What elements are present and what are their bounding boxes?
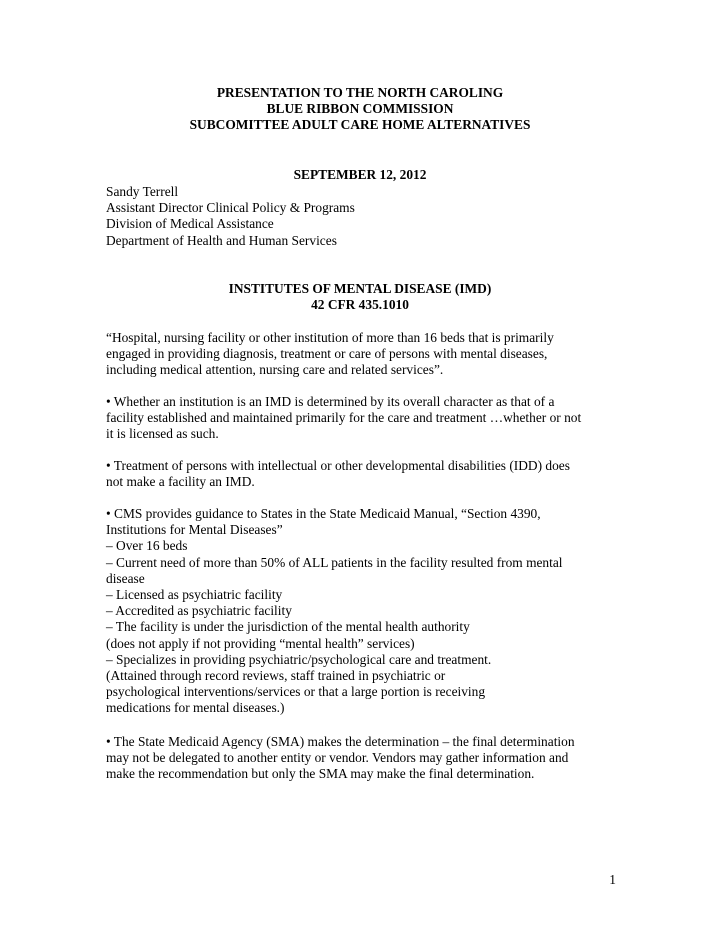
paragraph-line: • The State Medicaid Agency (SMA) makes the determination – the final determination (106, 734, 575, 749)
criteria-line: – Licensed as psychiatric facility (106, 587, 283, 603)
bullet-overall-character (106, 394, 621, 443)
paragraph-line: “Hospital, nursing facility or other institution of more than 16 beds that is primarily (106, 330, 554, 345)
criteria-line: – Over 16 beds (106, 538, 188, 554)
criteria-line: disease (106, 570, 145, 586)
bullet-sma-determination (106, 734, 621, 783)
criteria-line: psychological interventions/services or that a large portion is receiving (106, 684, 486, 700)
criteria-line: (does not apply if not providing “mental health” services) (106, 635, 415, 651)
title-line: BLUE RIBBON COMMISSION (266, 101, 454, 117)
presenter-division: Division of Medical Assistance (106, 216, 274, 232)
criteria-line: (Attained through record reviews, staff trained in psychiatric or (106, 668, 446, 684)
criteria-line: – Accredited as psychiatric facility (106, 603, 292, 619)
paragraph-line: Institutions for Mental Diseases” (106, 522, 283, 538)
criteria-line: – The facility is under the jurisdiction of the mental health authority (106, 619, 470, 635)
paragraph-line: • Whether an institution is an IMD is determined by its overall character as that of a (106, 394, 555, 409)
presenter-name: Sandy Terrell (106, 184, 179, 199)
paragraph-line: may not be delegated to another entity or vendor. Vendors may gather information and (106, 750, 569, 766)
presenter-info (106, 184, 621, 249)
paragraph-line: engaged in providing diagnosis, treatment or care of persons with mental diseases, (106, 346, 548, 362)
imd-definition-quote (106, 330, 621, 379)
paragraph-line: facility established and maintained primarily for the care and treatment …whether or not (106, 410, 582, 426)
section-title: INSTITUTES OF MENTAL DISEASE (IMD) (228, 281, 492, 296)
section-heading (0, 281, 720, 313)
bullet-cms-guidance (106, 506, 621, 717)
presenter-position: Assistant Director Clinical Policy & Programs (106, 200, 355, 216)
criteria-line: medications for mental diseases.) (106, 700, 285, 716)
title-line: SUBCOMITTEE ADULT CARE HOME ALTERNATIVES (189, 117, 531, 133)
paragraph-line: • CMS provides guidance to States in the State Medicaid Manual, “Section 4390, (106, 506, 541, 521)
paragraph-line: • Treatment of persons with intellectual or other developmental disabilities (IDD) does (106, 458, 570, 473)
paragraph-line: make the recommendation but only the SMA may make the final determination. (106, 766, 535, 782)
section-citation: 42 CFR 435.1010 (311, 297, 409, 313)
criteria-line: – Current need of more than 50% of ALL patients in the facility resulted from mental (106, 554, 563, 570)
title-line: PRESENTATION TO THE NORTH CAROLING (216, 85, 504, 100)
presentation-date: SEPTEMBER 12, 2012 (293, 167, 427, 182)
bullet-idd-treatment (106, 458, 621, 490)
paragraph-line: including medical attention, nursing care and related services”. (106, 362, 444, 378)
paragraph-line: not make a facility an IMD. (106, 474, 255, 490)
presenter-department: Department of Health and Human Services (106, 232, 337, 248)
criteria-line: – Specializes in providing psychiatric/psychological care and treatment. (106, 651, 492, 667)
paragraph-line: it is licensed as such. (106, 426, 219, 442)
presentation-title (0, 85, 720, 134)
page-number: 1 (609, 872, 616, 887)
